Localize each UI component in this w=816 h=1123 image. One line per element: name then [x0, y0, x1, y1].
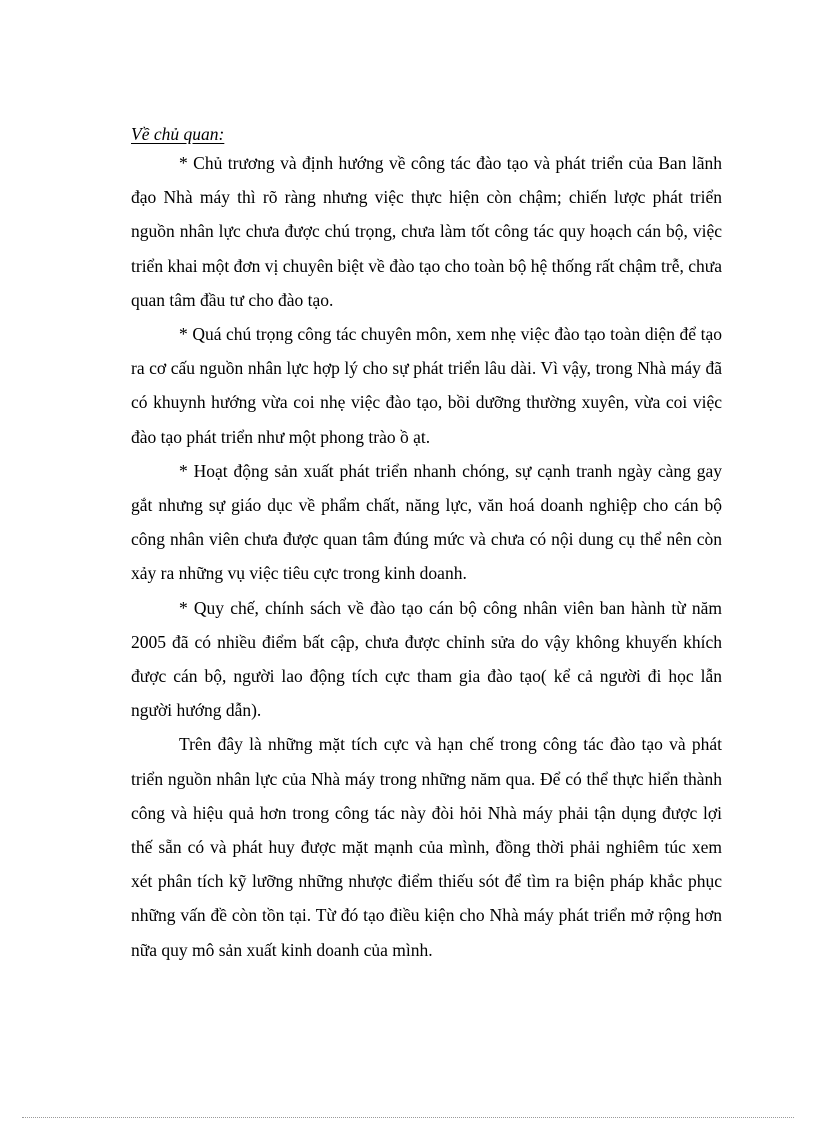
document-body	[131, 121, 722, 967]
page-bottom-divider	[22, 1117, 794, 1118]
paragraph-production-growth: * Hoạt động sản xuất phát triển nhanh chóng, sự cạnh tranh ngày càng gay gắt nhưng sự giáo dục về phẩm chất, năng lực, văn hoá doanh nghiệp cho cán bộ công nhân viên chưa được quan tâm đúng mức và chưa có nội dung cụ thể nên còn xảy ra những vụ việc tiêu cực trong kinh doanh.	[131, 460, 722, 584]
paragraph-professional-focus: * Quá chú trọng công tác chuyên môn, xem nhẹ việc đào tạo toàn diện để tạo ra cơ cấu nguồn nhân lực hợp lý cho sự phát triển lâu dài. Vì vậy, trong Nhà máy đã có khuynh hướng vừa coi nhẹ việc đào tạo, bồi dưỡng thường xuyên, vừa coi việc đào tạo phát triển như một phong trào ồ ạt.	[131, 324, 722, 447]
section-heading: Về chủ quan:	[131, 124, 225, 144]
paragraph-training-regulations: * Quy chế, chính sách về đào tạo cán bộ công nhân viên ban hành từ năm 2005 đã có nhiều điểm bất cập, chưa được chỉnh sửa do vậy không khuyến khích được cán bộ, người lao động tích cực tham gia đào tạo( kể cả người đi học lẫn người hướng dẫn).	[131, 597, 722, 721]
paragraph-conclusion: Trên đây là những mặt tích cực và hạn chế trong công tác đào tạo và phát triển nguồn nhân lực của Nhà máy trong những năm qua. Để có thể thực hiển thành công và hiệu quả hơn trong công tác này đòi hỏi Nhà máy phải tận dụng được lợi thế sẵn có và phát huy được mặt mạnh của mình, đồng thời phải nghiêm túc xem xét phân tích kỹ lưỡng những nhược điểm thiếu sót để tìm ra biện pháp khắc phục những vấn đề còn tồn tại. Từ đó tạo điều kiện cho Nhà máy phát triển mở rộng hơn nữa quy mô sản xuất kinh doanh của mình.	[131, 734, 722, 960]
paragraph-policy-orientation: * Chủ trương và định hướng về công tác đào tạo và phát triển của Ban lãnh đạo Nhà máy thì rõ ràng nhưng việc thực hiện còn chậm; chiến lược phát triển nguồn nhân lực chưa được chú trọng, chưa làm tốt công tác quy hoạch cán bộ, việc triển khai một đơn vị chuyên biệt về đào tạo cho toàn bộ hệ thống rất chậm trễ, chưa quan tâm đầu tư cho đào tạo.	[131, 153, 722, 310]
